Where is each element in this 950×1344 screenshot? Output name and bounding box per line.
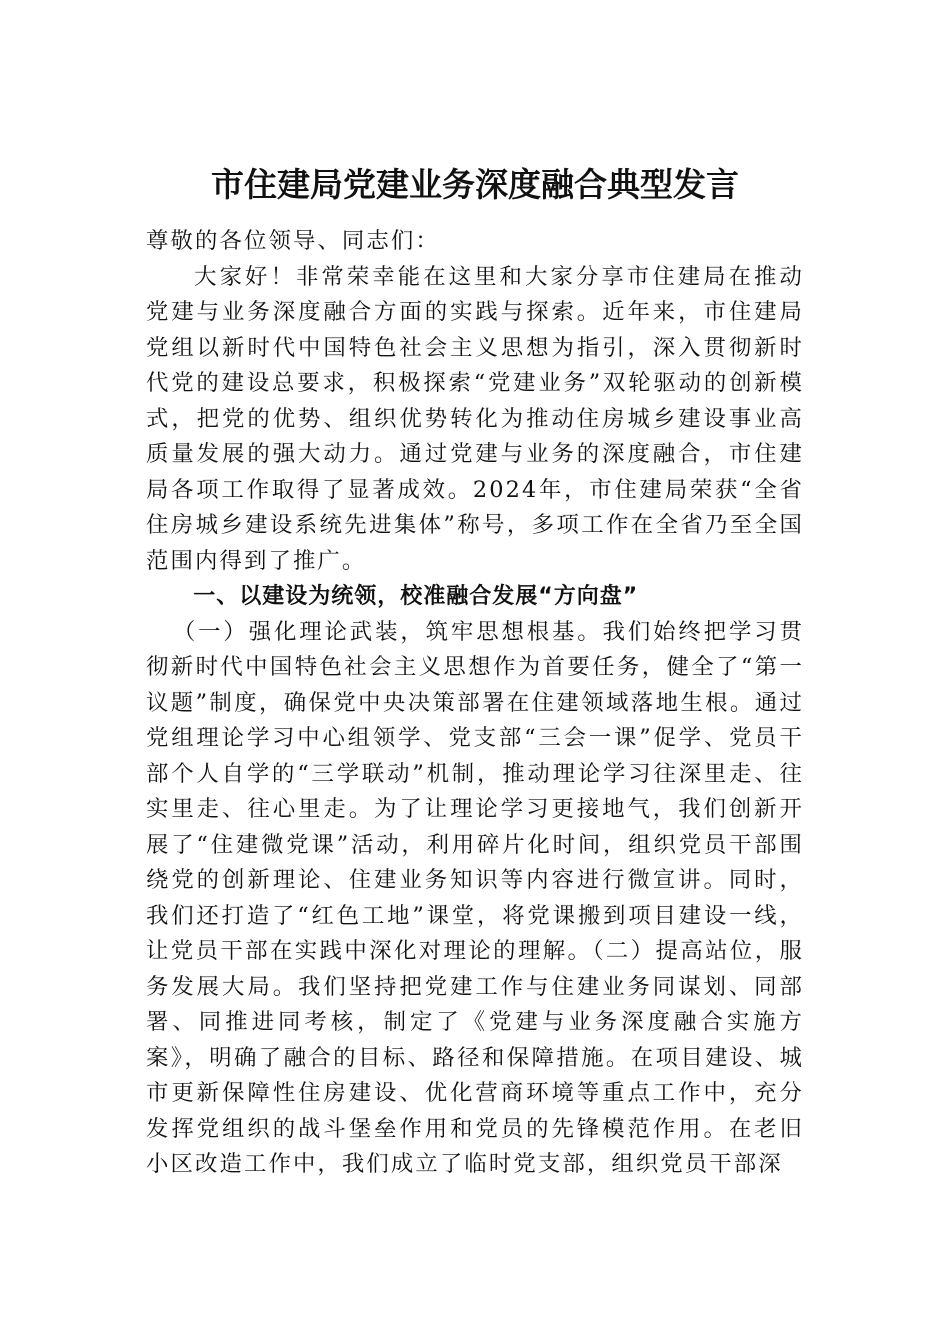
document-body <box>146 224 804 1183</box>
section-heading: 一、以建设为统领，校准融合发展“方向盘” <box>193 584 639 609</box>
document-title: 市住建局党建业务深度融合典型发言 <box>211 165 739 204</box>
section-body-paragraph: （一）强化理论武装，筑牢思想根基。我们始终把学习贯彻新时代中国特色社会主义思想作为首要任务，健全了“第一议题”制度，确保党中央决策部署在住建领域落地生根。通过党组理论学习中心组领学、党支部“三会一课”促学、党员干部个人自学的“三学联动”机制，推动理论学习往深里走、往实里走、往心里走。为了让理论学习更接地气，我们创新开展了“住建微党课”活动，利用碎片化时间，组织党员干部围绕党的创新理论、住建业务知识等内容进行微宣讲。同时，我们还打造了“红色工地”课堂，将党课搬到项目建设一线，让党员干部在实践中深化对理论的理解。（二）提高站位，服务发展大局。我们坚持把党建工作与住建业务同谋划、同部署、同推进同考核，制定了《党建与业务深度融合实施方案》，明确了融合的目标、路径和保障措施。在项目建设、城市更新保障性住房建设、优化营商环境等重点工作中，充分发挥党组织的战斗堡垒作用和党员的先锋模范作用。在老旧小区改造工作中，我们成立了临时党支部，组织党员干部深 <box>146 618 804 1177</box>
intro-paragraph: 大家好！非常荣幸能在这里和大家分享市住建局在推动党建与业务深度融合方面的实践与探索。近年来，市住建局党组以新时代中国特色社会主义思想为指引，深入贯彻新时代党的建设总要求，积极探索“党建业务”双轮驱动的创新模式，把党的优势、组织优势转化为推动住房城乡建设事业高质量发展的强大动力。通过党建与业务的深度融合，市住建局各项工作取得了显著成效。2024年，市住建局荣获“全省住房城乡建设系统先进集体”称号，多项工作在全省乃至全国范围内得到了推广。 <box>146 263 804 574</box>
salutation: 尊敬的各位领导、同志们： <box>146 228 440 254</box>
